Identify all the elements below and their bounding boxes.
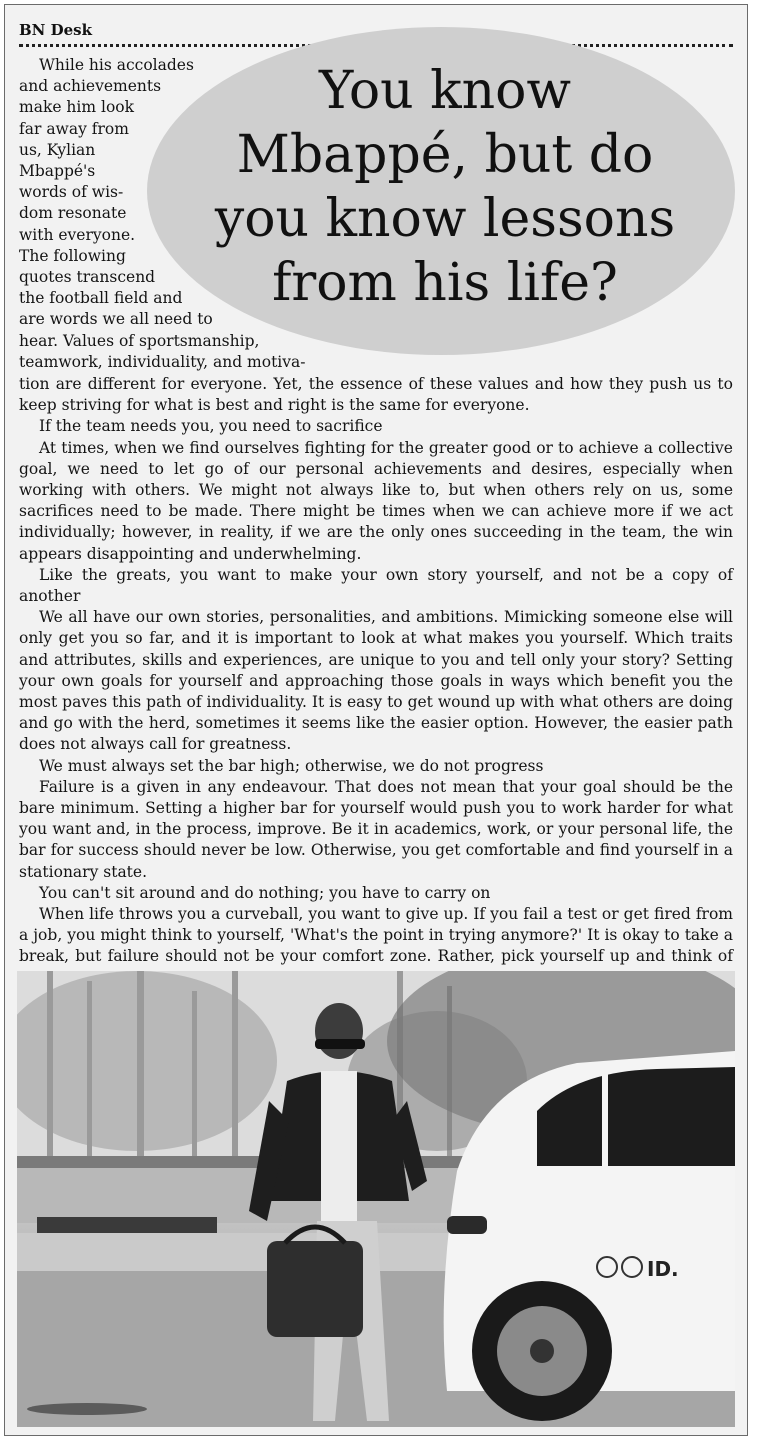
headline-line: Mbappé, but do (236, 125, 654, 185)
paragraph: Failure is a given in any endeavour. That does not mean that your goal should be the bare minimum. Setting a higher bar for yourself would push you to work harder for what you want and, in the process, improve. Be it in academics, work, or your personal life, the bar for success should never be low. Otherwise, you get comfortable and find yourself in a stationary state. (19, 777, 733, 881)
intro-line: hear. Values of sportsmanship, (19, 331, 260, 350)
intro-line: us, Kylian (19, 140, 96, 159)
subheading: If the team needs you, you need to sacrifice (39, 417, 383, 436)
intro-line: Mbappé's (19, 162, 96, 181)
subheading: Like the greats, you want to make your own story yourself, and not be a copy of another (19, 565, 733, 606)
intro-line: While his accolades (39, 56, 194, 74)
photo-illustration (17, 971, 735, 1427)
paragraph: When life throws you a curveball, you want to give up. If you fail a test or get fired from a job, you might think to yourself, 'What's the point in trying anymore?' It is okay to take a break, but failure should not be your comfort zone. Rather, pick yourself up and think of (19, 905, 733, 966)
car-badge-text: ID. (647, 1257, 679, 1281)
intro-column (19, 55, 306, 373)
newspaper-page (4, 4, 748, 1436)
intro-line: make him look (19, 98, 135, 117)
headline-line: you know lessons (214, 189, 676, 249)
intro-line: quotes transcend (19, 268, 156, 287)
subheading: You can't sit around and do nothing; you have to carry on (39, 883, 491, 902)
intro-line: The following (19, 246, 126, 265)
headline-line: You know (319, 61, 571, 121)
intro-line: are words we all need to (19, 310, 213, 329)
article-body (19, 374, 733, 1010)
intro-line: with everyone. (19, 225, 136, 244)
intro-line: dom resonate (19, 204, 127, 223)
article-photo (17, 971, 735, 1427)
paragraph: At times, when we find ourselves fighting for the greater good or to achieve a collective goal, we need to let go of our personal achievements and desires, especially when working with others. We might not always like to, but when others rely on us, some sacrifices need to be made. There might be times when we can achieve more if we act individually; however, in reality, if we are the only ones succeeding in the team, the win appears disappointing and underwhelming. (19, 438, 733, 563)
intro-line: words of wis- (19, 183, 124, 202)
intro-line: far away from (19, 119, 129, 138)
paragraph: We all have our own stories, personalities, and ambitions. Mimicking someone else will only get you so far, and it is important to look at what makes you yourself. Which traits and attributes, skills and experiences, are unique to you and tell only your story? Setting your own goals for yourself and approaching those goals in ways which benefit you the most paves this path of individuality. It is easy to get wound up with what others are doing and go with the herd, sometimes it seems like the easier option. However, the easier path does not always call for greatness. (19, 608, 733, 754)
intro-line: the football field and (19, 289, 183, 308)
intro-line: teamwork, individuality, and motiva- (19, 352, 306, 371)
headline-line: from his life? (272, 253, 618, 313)
paragraph: tion are different for everyone. Yet, the essence of these values and how they push us to keep striving for what is best and right is the same for everyone. (19, 375, 733, 415)
subheading: We must always set the bar high; otherwise, we do not progress (39, 756, 544, 775)
intro-line: and achievements (19, 77, 162, 96)
byline: BN Desk (19, 21, 93, 39)
